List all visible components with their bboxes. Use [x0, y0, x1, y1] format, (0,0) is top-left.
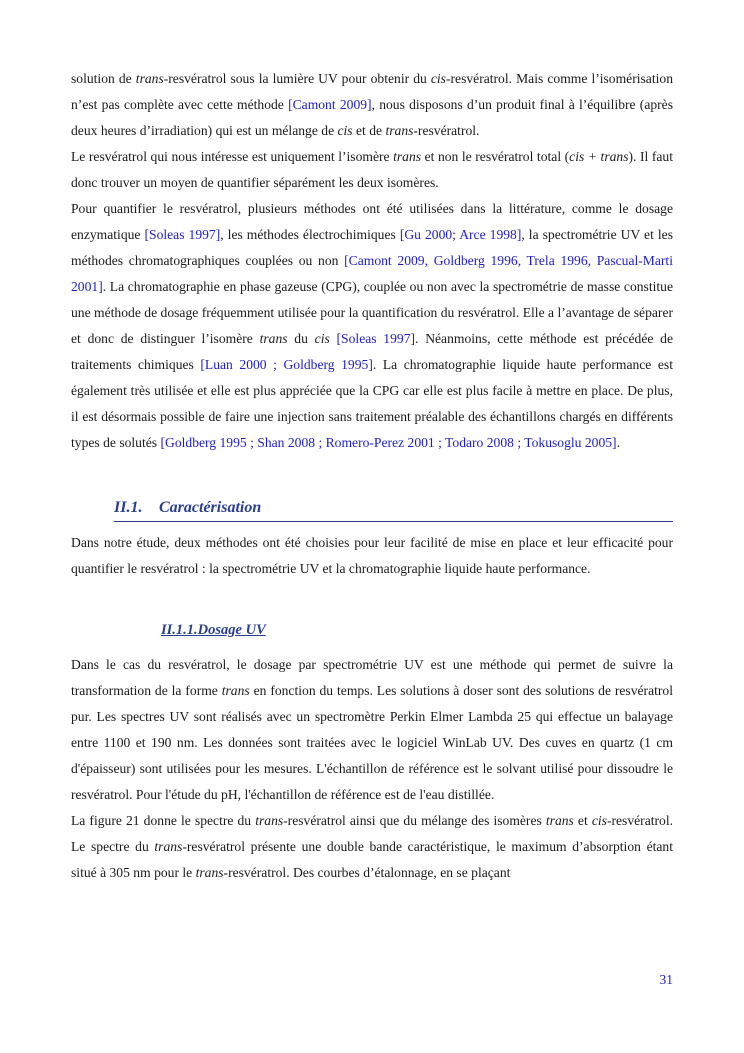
text-run: . La chromatographie liquide haute performance est également très utilisée et elle est plus appréciée que la CPG car elle est plus facile à mettre en place. De plus, il est désormais possible de faire une injection sans traitement préalable des échantillons chargés en différents types de solutés	[71, 357, 673, 450]
italic-term: trans	[545, 813, 574, 828]
italic-term: trans	[255, 813, 284, 828]
citation-link[interactable]: [Camont 2009]	[288, 97, 372, 112]
italic-term: trans	[195, 865, 224, 880]
document-page	[71, 66, 673, 886]
italic-term: trans	[135, 71, 164, 86]
text-run: -resvératrol présente une double bande caractéristique, le maximum d’absorption étant situé à 305 nm pour le	[71, 839, 674, 880]
text-run: ). Il faut donc trouver un moyen de quantifier séparément les deux isomères.	[71, 149, 673, 190]
text-run: Dans le cas du resvératrol, le dosage par spectrométrie UV est une méthode qui permet de suivre la transformation de la forme	[71, 657, 673, 698]
paragraph-trans-isomer	[71, 144, 673, 196]
text-run: Pour quantifier le resvératrol, plusieurs méthodes ont été utilisées dans la littérature, comme le dosage enzymatique	[71, 201, 673, 242]
citation-link[interactable]: [Goldberg 1995 ; Shan 2008 ; Romero-Perez 2001 ; Todaro 2008 ; Tokusoglu 2005]	[160, 435, 617, 450]
text-run: , les méthodes électrochimiques	[220, 227, 400, 242]
citation-link[interactable]: [Luan 2000 ; Goldberg 1995]	[200, 357, 373, 372]
text-run: -resvératrol. Le spectre du	[71, 813, 673, 854]
subsection-heading	[161, 618, 673, 642]
paragraph-isomerisation	[71, 66, 673, 144]
text-run: en fonction du temps. Les solutions à doser sont des solutions de resvératrol pur. Les spectres UV sont réalisés avec un spectromètre Perkin Elmer Lambda 25 qui effectue un balayage entre 1100 et 190 nm. Les données sont traitées avec le logiciel WinLab UV. Des cuves en quartz (1 cm d'épaisseur) sont utilisées pour les mesures. L'échantillon de référence est le solvant utilisé pour dissoudre le resvératrol. Pour l'étude du pH, l'échantillon de référence est de l'eau distillée.	[71, 683, 673, 802]
text-run: -resvératrol ainsi que du mélange des isomères	[283, 813, 546, 828]
text-run: du	[287, 331, 315, 346]
text-run: et non le resvératrol total (	[421, 149, 570, 164]
paragraph-quantification-methods	[71, 196, 673, 456]
paragraph-uv-dosage	[71, 652, 673, 808]
text-run: -resvératrol.	[413, 123, 480, 138]
text-run: . Néanmoins, cette méthode est précédée de traitements chimiques	[71, 331, 673, 372]
citation-link[interactable]: [Soleas 1997]	[336, 331, 416, 346]
text-run: -resvératrol. Mais comme l’isomérisation n’est pas complète avec cette méthode	[71, 71, 673, 112]
italic-term: trans	[393, 149, 422, 164]
text-run: , nous disposons d’un produit final à l’équilibre (après deux heures d’irradiation) qui est un mélange de	[71, 97, 674, 138]
section-heading	[114, 496, 673, 522]
text-run: -resvératrol. Des courbes d’étalonnage, en se plaçant	[223, 865, 511, 880]
italic-term: cis	[430, 71, 446, 86]
section-title: Caractérisation	[159, 499, 262, 516]
citation-link[interactable]: [Gu 2000; Arce 1998]	[399, 227, 522, 242]
italic-term: trans	[221, 683, 250, 698]
citation-link[interactable]: [Soleas 1997]	[144, 227, 221, 242]
italic-term: cis	[591, 813, 607, 828]
text-run: et	[573, 813, 592, 828]
italic-term: trans	[259, 331, 288, 346]
paragraph-study-methods	[71, 530, 673, 582]
section-number: II.1.	[114, 499, 143, 516]
text-run	[330, 331, 337, 346]
italic-term: cis	[314, 331, 330, 346]
text-run: , la spectrométrie UV et les méthodes chromatographiques couplées ou non	[71, 227, 673, 268]
italic-term: cis + trans	[569, 149, 629, 164]
subsection-title: Dosage UV	[197, 622, 266, 638]
text-run: Dans notre étude, deux méthodes ont été choisies pour leur facilité de mise en place et leur efficacité pour quantifier le resvératrol : la spectrométrie UV et la chromatographie liquide haute performance.	[71, 535, 673, 576]
text-run: La figure 21 donne le spectre du	[71, 813, 256, 828]
subsection-number: II.1.1.	[161, 622, 198, 638]
citation-link[interactable]: [Camont 2009, Goldberg 1996, Trela 1996, Pascual-Marti 2001]	[71, 253, 673, 294]
text-run: -resvératrol sous la lumière UV pour obtenir du	[163, 71, 431, 86]
text-run: .	[616, 435, 620, 450]
italic-term: trans	[385, 123, 414, 138]
text-run: et de	[352, 123, 386, 138]
text-run: solution de	[71, 71, 136, 86]
page-number: 31	[659, 972, 673, 987]
paragraph-figure-21	[71, 808, 673, 886]
italic-term: cis	[337, 123, 353, 138]
text-run: . La chromatographie en phase gazeuse (CPG), couplée ou non avec la spectrométrie de masse constitue une méthode de dosage fréquemment utilisée pour la quantification du resvératrol. Elle a l’avantage de séparer et donc de distinguer l’isomère	[71, 279, 673, 346]
italic-term: trans	[154, 839, 183, 854]
text-run: Le resvératrol qui nous intéresse est uniquement l’isomère	[71, 149, 394, 164]
